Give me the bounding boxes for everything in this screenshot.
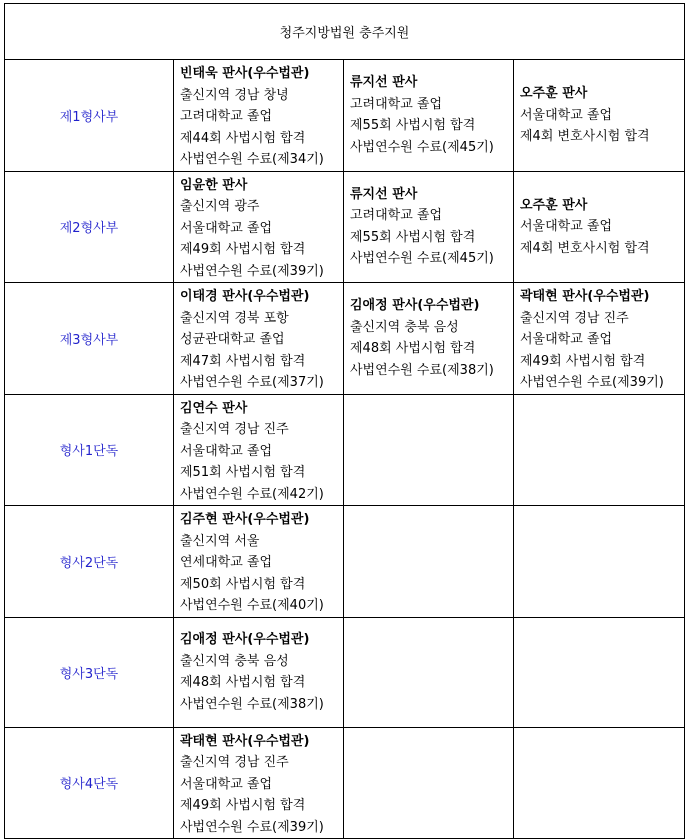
judge-cell [174, 394, 344, 506]
title-row [5, 4, 685, 60]
division-row [5, 727, 685, 839]
empty-cell [344, 617, 514, 727]
division-row [5, 617, 685, 727]
judge-name: 오주훈 판사 [520, 197, 588, 213]
judge-cell [174, 171, 344, 283]
division-label: 제1형사부 [5, 60, 174, 172]
judge-name: 이태경 판사(우수법관) [180, 289, 310, 304]
court-assignment-table [4, 3, 685, 839]
judge-detail: 제48회 사법시험 합격 [350, 341, 476, 357]
judge-detail: 제55회 사법시험 합격 [350, 118, 476, 134]
empty-cell [514, 506, 685, 618]
judge-detail: 출신지역 경남 진주 [180, 755, 289, 770]
judge-cell [344, 283, 514, 395]
empty-cell [514, 394, 685, 506]
judge-detail: 사법연수원 수료(제39기) [180, 819, 324, 835]
judge-detail: 출신지역 경남 진주 [180, 422, 289, 437]
division-label: 제3형사부 [5, 283, 174, 395]
judge-detail: 서울대학교 졸업 [180, 220, 273, 236]
judge-detail: 사법연수원 수료(제42기) [180, 486, 324, 502]
judge-name: 류지선 판사 [350, 186, 418, 202]
judge-detail: 사법연수원 수료(제39기) [520, 375, 664, 390]
division-label: 형사2단독 [5, 506, 174, 618]
judge-detail: 제4회 변호사시험 합격 [520, 129, 650, 144]
judge-detail: 출신지역 경북 포항 [180, 310, 289, 326]
judge-detail: 제55회 사법시험 합격 [350, 229, 476, 245]
judge-detail: 제4회 변호사시험 합격 [520, 240, 650, 256]
judge-cell [174, 617, 344, 727]
judge-detail: 서울대학교 졸업 [180, 776, 273, 792]
division-label: 형사4단독 [5, 727, 174, 839]
judge-detail: 제49회 사법시험 합격 [180, 242, 306, 257]
judge-name: 곽태현 판사(우수법관) [520, 289, 650, 304]
judge-detail: 출신지역 충북 음성 [350, 319, 459, 335]
judge-detail: 서울대학교 졸업 [520, 332, 613, 347]
judge-detail: 사법연수원 수료(제37기) [180, 375, 324, 390]
judge-detail: 제47회 사법시험 합격 [180, 353, 306, 369]
judge-name: 김주현 판사(우수법관) [180, 512, 310, 527]
judge-detail: 제48회 사법시험 합격 [180, 675, 306, 690]
judge-name: 임윤한 판사 [180, 177, 248, 193]
empty-cell [514, 617, 685, 727]
judge-detail: 사법연수원 수료(제40기) [180, 598, 324, 613]
division-row [5, 506, 685, 618]
judge-name: 곽태현 판사(우수법관) [180, 733, 310, 749]
judge-name: 빈태욱 판사(우수법관) [180, 66, 310, 81]
judge-cell [174, 506, 344, 618]
empty-cell [344, 727, 514, 839]
judge-cell [344, 60, 514, 172]
judge-detail: 서울대학교 졸업 [520, 107, 613, 123]
judge-detail: 출신지역 서울 [180, 533, 260, 549]
division-row [5, 394, 685, 506]
judge-name: 김애정 판사(우수법관) [350, 298, 480, 314]
judge-cell [174, 283, 344, 395]
judge-detail: 연세대학교 졸업 [180, 555, 273, 570]
judge-detail: 제51회 사법시험 합격 [180, 465, 306, 480]
judge-cell [514, 171, 685, 283]
judge-cell [174, 60, 344, 172]
division-label: 형사1단독 [5, 394, 174, 506]
judge-detail: 제49회 사법시험 합격 [520, 353, 646, 369]
judge-detail: 출신지역 광주 [180, 199, 260, 214]
empty-cell [344, 394, 514, 506]
judge-name: 류지선 판사 [350, 75, 418, 91]
judge-name: 김연수 판사 [180, 400, 248, 416]
judge-cell [514, 283, 685, 395]
empty-cell [344, 506, 514, 618]
division-label: 제2형사부 [5, 171, 174, 283]
judge-name: 오주훈 판사 [520, 86, 588, 101]
judge-cell [174, 727, 344, 839]
judge-detail: 사법연수원 수료(제34기) [180, 152, 324, 167]
judge-detail: 제44회 사법시험 합격 [180, 130, 306, 146]
judge-detail: 사법연수원 수료(제39기) [180, 263, 324, 279]
division-row [5, 171, 685, 283]
judge-detail: 출신지역 경남 창녕 [180, 87, 289, 103]
court-title: 청주지방법원 충주지원 [5, 4, 685, 60]
judge-detail: 사법연수원 수료(제45기) [350, 139, 494, 155]
judge-name: 김애정 판사(우수법관) [180, 632, 310, 647]
division-row [5, 60, 685, 172]
judge-detail: 제49회 사법시험 합격 [180, 798, 306, 813]
judge-cell [514, 60, 685, 172]
judge-detail: 고려대학교 졸업 [350, 96, 443, 112]
division-row [5, 283, 685, 395]
judge-detail: 고려대학교 졸업 [350, 208, 443, 224]
judge-detail: 서울대학교 졸업 [520, 219, 613, 234]
judge-detail: 사법연수원 수료(제38기) [180, 696, 324, 712]
judge-detail: 고려대학교 졸업 [180, 109, 273, 124]
judge-detail: 사법연수원 수료(제45기) [350, 251, 494, 267]
judge-detail: 출신지역 충북 음성 [180, 653, 289, 669]
judge-cell [344, 171, 514, 283]
division-label: 형사3단독 [5, 617, 174, 727]
judge-detail: 서울대학교 졸업 [180, 443, 273, 459]
judge-detail: 성균관대학교 졸업 [180, 332, 285, 347]
judge-detail: 출신지역 경남 진주 [520, 310, 629, 326]
judge-detail: 제50회 사법시험 합격 [180, 576, 306, 592]
judge-detail: 사법연수원 수료(제38기) [350, 362, 494, 378]
empty-cell [514, 727, 685, 839]
